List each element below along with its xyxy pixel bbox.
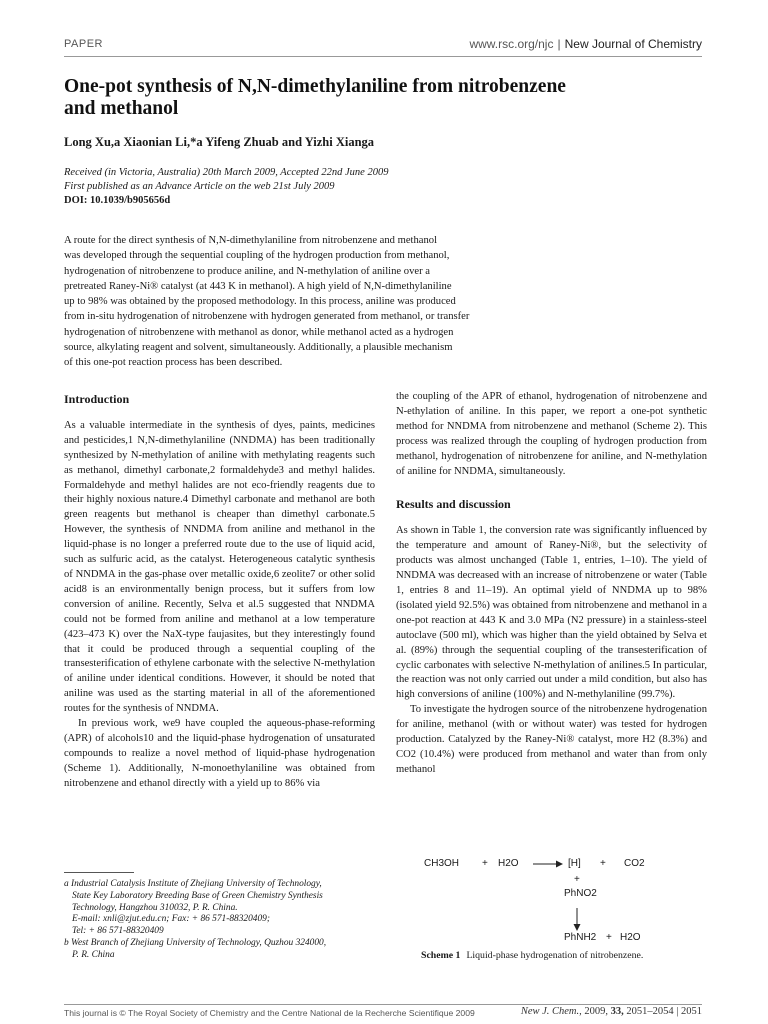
affiliation-a: State Key Laboratory Breeding Base of Green Chemistry Synthesis bbox=[72, 890, 323, 901]
scheme-co2: CO2 bbox=[624, 858, 645, 869]
abstract-line: was developed through the sequential coupling of the hydrogen production from methanol, bbox=[64, 250, 450, 262]
article-title bbox=[64, 76, 704, 120]
affiliation-a: Technology, Hangzhou 310032, P. R. China. bbox=[72, 902, 238, 913]
article-history bbox=[64, 166, 388, 208]
received-date: Received (in Victoria, Australia) 20th March 2009, Accepted 22nd June 2009 bbox=[64, 167, 389, 178]
affiliation-b: b West Branch of Zhejiang University of Technology, Quzhou 324000, bbox=[64, 937, 327, 948]
introduction-paragraph-1: As a valuable intermediate in the synthesis of dyes, paints, medicines and pesticides,1 N,N-dimethylaniline (NNDMA) has been traditionally synthesized by N-methylation of aniline with methylating reagents such as methanol, dimethyl carbonate,2 formaldehyde3 and methyl halides. Formaldehyde and methyl halides are not eco-friendly reagents due to their highly noxious nature.4 Dimethyl carbonate and methanol are both green reagents but methanol is cheaper than dimethyl carbonate.5 However, the synthesis of NNDMA from aniline and methanol in the liquid-phase is no longer a preferred route due to the use of liquid acid, such as sulfuric acid, as the catalyst. Heterogeneous catalytic synthesis of NNDMA in the gas-phase over metallic oxide,6 zeolite7 or other solid acid8 is an environmentally benign process, but it suffers from low conversion of aniline. Recently, Selva et al.5 suggested that NNDMA could not be formed from aniline and methanol at a low temperature (423–473 K) over the NaX-type faujasites, but they interestingly found that it could be produced through a sequential coupling of the transesterification of ethylene carbonate with the selective N-methylation of aniline under identical conditions. However, it should be noted that aniline was used as the starting material in all of the aforementioned routes for the synthesis of NNDMA. bbox=[64, 419, 375, 715]
title-line-1: One-pot synthesis of N,N-dimethylaniline from nitrobenzene bbox=[64, 76, 566, 97]
footer-separator: | bbox=[676, 1006, 679, 1017]
scheme-reactant-water: H2O bbox=[498, 858, 519, 869]
affiliations bbox=[64, 879, 384, 962]
affiliation-a: a Industrial Catalysis Institute of Zhejiang University of Technology, bbox=[64, 879, 322, 889]
abstract-line: hydrogenation of nitrobenzene to produce aniline, and N-methylation of aniline over a bbox=[64, 265, 430, 277]
scheme-reactant-methanol: CH3OH bbox=[424, 858, 460, 869]
doi-link[interactable]: DOI: 10.1039/b905656d bbox=[64, 195, 171, 206]
left-column bbox=[64, 392, 375, 792]
abstract-line: from in-situ hydrogenation of nitrobenzene with hydrogen generated from methanol, or transfer bbox=[64, 311, 470, 323]
abstract bbox=[64, 233, 534, 371]
results-paragraph-1: As shown in Table 1, the conversion rate was significantly influenced by the temperature and amount of Raney-Ni®, but the selectivity of products was almost unchanged (Table 1, entries, 1–10). The yield of NNDMA was decreased with an increase of nitrobenzene or water (Table 1, entries 8 and 11–19). An optimal yield of NNDMA up to 98% (isolated yield 92.5%) was obtained from nitrobenzene and methanol in a one-pot reaction at 443 K and 3.0 MPa (N2 pressure) in a stainless-steel autoclave (500 ml), which was higher than the yield obtained by Selva et al. (89%) through the sequential coupling of the transesterification of cyclic carbonates with selective N-methylation of anilines.5 In particular, the reaction was not only carried out under a mild condition, but also has high conversions of aniline (100%) and N-methylaniline (99.7%). bbox=[396, 525, 707, 701]
affiliation-b: P. R. China bbox=[72, 949, 115, 960]
abstract-line: A route for the direct synthesis of N,N-dimethylaniline from nitrobenzene and methanol bbox=[64, 235, 438, 246]
header-separator: | bbox=[557, 37, 561, 51]
scheme-nitrobenzene: PhNO2 bbox=[564, 888, 597, 899]
introduction-paragraph-2: In previous work, we9 have coupled the aqueous-phase-reforming (APR) of alcohols10 and the liquid-phase hydrogenation of unsaturated compounds to realize a novel method of liquid-phase hydrogenation (Scheme 1). Additionally, N-monoethylaniline was obtained from nitrobenzene and ethanol directly with a yield up to 86% via bbox=[64, 718, 375, 789]
citation-year: 2009, bbox=[584, 1006, 609, 1017]
journal-url[interactable]: www.rsc.org/njc bbox=[469, 37, 554, 51]
journal-header bbox=[469, 37, 702, 51]
scheme-plus: + bbox=[574, 874, 580, 885]
author-list: Long Xu,a Xiaonian Li,*a Yifeng Zhuab and Yizhi Xianga bbox=[64, 135, 375, 149]
introduction-heading: Introduction bbox=[64, 392, 130, 406]
journal-name: New Journal of Chemistry bbox=[564, 37, 702, 51]
abstract-line: up to 98% was obtained by the proposed methodology. In this process, aniline was produced bbox=[64, 296, 456, 308]
scheme-1 bbox=[420, 850, 710, 962]
copyright-notice: This journal is © The Royal Society of Chemistry and the Centre National de la Recherche Scientifique 2009 bbox=[64, 1008, 475, 1018]
scheme-caption-label: Scheme 1 bbox=[421, 950, 461, 961]
right-column bbox=[396, 390, 707, 778]
scheme-water-product: H2O bbox=[620, 932, 641, 943]
introduction-paragraph-3: the coupling of the APR of ethanol, hydrogenation of nitrobenzene and N-ethylation of aniline. In this paper, we report a one-pot synthetic method for NNDMA from nitrobenzene and methanol (Scheme 2). This process was realized through the coupling of hydrogen production from methanol, hydrogenation of nitrobenzene for aniline, and N-methylation of aniline for NNDMA, simultaneously. bbox=[396, 391, 707, 477]
abstract-line: source, alkylating reagent and solvent, simultaneously. Additionally, a plausible mechanism bbox=[64, 342, 453, 354]
published-date: First published as an Advance Article on the web 21st July 2009 bbox=[64, 181, 335, 192]
citation-pages: 2051–2054 bbox=[626, 1006, 674, 1017]
scheme-caption bbox=[421, 950, 643, 961]
title-line-2: and methanol bbox=[64, 98, 179, 119]
scheme-plus: + bbox=[482, 858, 488, 869]
scheme-arrows bbox=[420, 850, 710, 962]
citation-line bbox=[521, 1006, 702, 1017]
abstract-line: pretreated Raney-Ni® catalyst (at 443 K in methanol). A high yield of N,N-dimethylaniline bbox=[64, 280, 452, 292]
results-paragraph-2: To investigate the hydrogen source of the nitrobenzene hydrogenation for aniline, methanol (with or without water) was tested for hydrogen production. Catalyzed by the Raney-Ni® catalyst, more H2 (8.3%) and CO2 (10.4%) were produced from methanol and water than from only methanol bbox=[396, 704, 707, 775]
contact-email[interactable]: E-mail: xnli@zjut.edu.cn; Fax: + 86 571-88320409; bbox=[72, 914, 270, 925]
page-number: 2051 bbox=[681, 1006, 702, 1017]
scheme-plus: + bbox=[600, 858, 606, 869]
header-rule bbox=[64, 56, 702, 57]
scheme-plus: + bbox=[606, 932, 612, 943]
citation-journal: New J. Chem., bbox=[520, 1006, 582, 1017]
scheme-hydrogen: [H] bbox=[568, 858, 581, 869]
section-label: PAPER bbox=[64, 38, 103, 50]
abstract-line: hydrogenation of nitrobenzene with methanol as donor, while methanol acted as a hydrogen bbox=[64, 326, 454, 338]
contact-phone: Tel: + 86 571-88320409 bbox=[72, 926, 164, 937]
scheme-aniline: PhNH2 bbox=[564, 932, 597, 943]
footer-rule bbox=[64, 1004, 702, 1005]
citation-volume: 33, bbox=[610, 1006, 624, 1017]
abstract-line: of this one-pot reaction process has been described. bbox=[64, 357, 283, 369]
scheme-caption-text: Liquid-phase hydrogenation of nitrobenzene. bbox=[466, 950, 644, 961]
results-heading: Results and discussion bbox=[396, 497, 511, 512]
footnote-rule bbox=[64, 872, 134, 873]
